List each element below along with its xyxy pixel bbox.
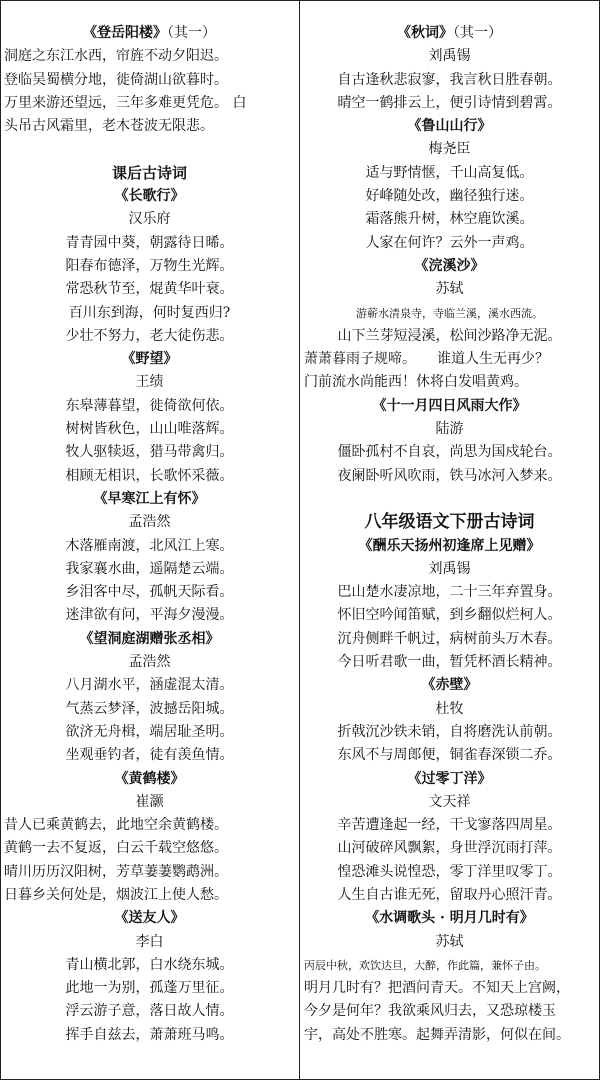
poem-line: 晴空一鹤排云上，便引诗情到碧霄。 <box>337 94 562 111</box>
poem-line: 自古逢秋悲寂寥，我言秋日胜春朝。 <box>337 71 562 88</box>
poem-line: 坐观垂钓者，徒有羡鱼情。 <box>65 747 234 764</box>
poem-line: 巴山楚水凄凉地，二十三年弃置身。 <box>337 584 562 601</box>
poem-author: 刘禹锡 <box>428 48 471 65</box>
poem-title: 《长歌行》 <box>114 188 185 205</box>
poem-title: 《水调歌头 · 明月几时有》 <box>365 910 534 927</box>
poem-line: 宇，高处不胜寒。起舞弄清影，何似在间。 <box>304 1026 570 1043</box>
poem-line: 常恐秋节至，焜黄华叶衰。 <box>65 281 234 298</box>
poem-line: 乡泪客中尽，孤帆天际看。 <box>65 584 234 601</box>
poem-title: 《黄鹤楼》 <box>114 770 185 787</box>
poem-title: 《赤壁》 <box>421 677 478 694</box>
poem-line: 惶恐滩头说惶恐，零丁洋里叹零丁。 <box>337 863 562 880</box>
poem-line: 树树皆秋色，山山唯落辉。 <box>65 421 234 438</box>
poem-line: 木落雁南渡，北风江上寒。 <box>65 537 234 554</box>
poem-line: 我家襄水曲，遥隔楚云端。 <box>65 560 234 577</box>
poem-line: 晴川历历汉阳树，芳草萋萋鹦鹉洲。 <box>4 863 228 880</box>
spacer <box>2 138 297 161</box>
poem-author: 孟浩然 <box>128 514 171 531</box>
poem-line: 昔人已乘黄鹤去，此地空余黄鹤楼。 <box>4 817 228 834</box>
poem-title: 《早寒江上有怀》 <box>93 490 206 507</box>
poem-line: 牧人驱犊返，猎马带禽归。 <box>65 444 234 461</box>
poem-author: 孟浩然 <box>128 654 171 671</box>
poem-author: 苏轼 <box>435 281 464 298</box>
poem-author: 杜牧 <box>435 700 464 717</box>
poem-line: 少壮不努力，老大徒伤悲。 <box>65 327 234 344</box>
poem-line: 黄鹤一去不复返，白云千载空悠悠。 <box>4 840 228 857</box>
poem-preface: 游蕲水清泉寺，寺临兰溪，溪水西流。 <box>356 306 543 320</box>
poem-preface: 丙辰中秋，欢饮达旦，大醉，作此篇，兼怀子由。 <box>304 958 546 972</box>
poem-line: 浮云游子意，落日故人情。 <box>65 1003 234 1020</box>
poem-author: 陆游 <box>435 421 464 438</box>
poem-line: 青山横北郭，白水绕东城。 <box>65 956 234 973</box>
poem-line: 沉舟侧畔千帆过，病树前头万木春。 <box>337 630 562 647</box>
poem-line: 迷津欲有问，平海夕漫漫。 <box>65 607 234 624</box>
poem-author: 李白 <box>135 933 164 950</box>
poem-line: 明月几时有？把酒问青天。不知天上宫阙， <box>304 980 570 997</box>
poem-author: 文天祥 <box>428 793 471 810</box>
poem-line: 怀旧空吟闻笛赋，到乡翻似烂柯人。 <box>337 607 562 624</box>
poem-author: 刘禹锡 <box>428 560 471 577</box>
poem-line: 今夕是何年？我欲乘风归去，又恐琼楼玉 <box>304 1003 556 1020</box>
poem-title: 《登岳阳楼》（其一） <box>83 25 216 41</box>
spacer <box>302 488 597 511</box>
poem-title: 《鲁山山行》 <box>407 118 492 135</box>
poem-title: 《送友人》 <box>114 910 185 927</box>
poem-line: 八月湖水平，涵虚混太清。 <box>65 677 234 694</box>
poem-line: 门前流水尚能西！休将白发唱黄鸡。 <box>304 374 528 391</box>
poem-line: 今日听君歌一曲，暂凭杯酒长精神。 <box>337 654 562 671</box>
column-divider <box>299 0 300 1080</box>
poem-line: 辛苦遭逢起一经，干戈寥落四周星。 <box>337 817 562 834</box>
poem-line: 夜阑卧听风吹雨，铁马冰河入梦来。 <box>337 467 562 484</box>
poem-title: 《十一月四日风雨大作》 <box>372 397 527 414</box>
poem-line: 山河破碎风飘絮，身世浮沉雨打萍。 <box>337 840 562 857</box>
poem-line: 山下兰芽短浸溪，松间沙路净无泥。 <box>337 327 562 344</box>
poem-line: 萧萧暮雨子规啼。 谁道人生无再少？ <box>304 351 549 368</box>
poem-line: 青青园中葵，朝露待日晞。 <box>65 234 234 251</box>
poem-line: 阳春布德泽，万物生光辉。 <box>65 257 234 274</box>
poem-line: 此地一为别，孤蓬万里征。 <box>65 980 234 997</box>
poem-line: 僵卧孤村不自哀，尚思为国戍轮台。 <box>337 444 562 461</box>
poem-line: 洞庭之东江水西，帘旌不动夕阳迟。 <box>4 48 228 65</box>
poem-line: 人生自古谁无死，留取丹心照汗青。 <box>337 886 562 903</box>
poem-author: 王绩 <box>135 374 164 391</box>
poem-line: 人家在何许？云外一声鸡。 <box>365 234 534 251</box>
poem-line: 欲济无舟楫，端居耻圣明。 <box>65 723 234 740</box>
poem-line: 万里来游还望远，三年多难更凭危。 白 <box>4 94 247 111</box>
section-heading: 八年级语文下册古诗词 <box>364 512 535 533</box>
poem-line: 头吊古风霜里，老木苍波无限悲。 <box>4 118 214 135</box>
poem-title: 《秋词》（其一） <box>397 25 502 41</box>
poem-line: 登临吴蜀横分地，徙倚湖山欲暮时。 <box>4 71 228 88</box>
poem-line: 挥手自兹去，萧萧班马鸣。 <box>65 1026 234 1043</box>
poem-author: 梅尧臣 <box>428 141 471 158</box>
poem-line: 东皋薄暮望，徙倚欲何依。 <box>65 397 234 414</box>
poem-line: 好峰随处改，幽径独行迷。 <box>365 188 534 205</box>
left-column <box>2 22 297 1047</box>
poem-title: 《望洞庭湖赠张丞相》 <box>79 630 220 647</box>
poem-title: 《浣溪沙》 <box>414 257 485 274</box>
right-column <box>302 22 597 1047</box>
poem-author: 苏轼 <box>435 933 464 950</box>
poem-author: 崔灏 <box>135 793 164 810</box>
poem-line: 相顾无相识，长歌怀采薇。 <box>65 467 234 484</box>
poem-title: 《过零丁洋》 <box>407 770 492 787</box>
poem-line: 气蒸云梦泽，波撼岳阳城。 <box>65 700 234 717</box>
poem-line: 东风不与周郎便，铜雀春深锁二乔。 <box>337 747 562 764</box>
poem-line: 折戟沉沙铁未销，自将磨洗认前朝。 <box>337 723 562 740</box>
poem-line: 百川东到海，何时复西归? <box>68 304 231 321</box>
poem-title: 《酬乐天扬州初逢席上见赠》 <box>358 537 541 554</box>
poem-line: 霜落熊升树，林空鹿饮溪。 <box>365 211 534 228</box>
section-heading: 课后古诗词 <box>111 163 187 182</box>
poem-line: 适与野情惬，千山高复低。 <box>365 164 534 181</box>
poem-author: 汉乐府 <box>128 211 171 228</box>
poem-title: 《野望》 <box>121 351 178 368</box>
poem-line: 日暮乡关何处是，烟波江上使人愁。 <box>4 886 228 903</box>
